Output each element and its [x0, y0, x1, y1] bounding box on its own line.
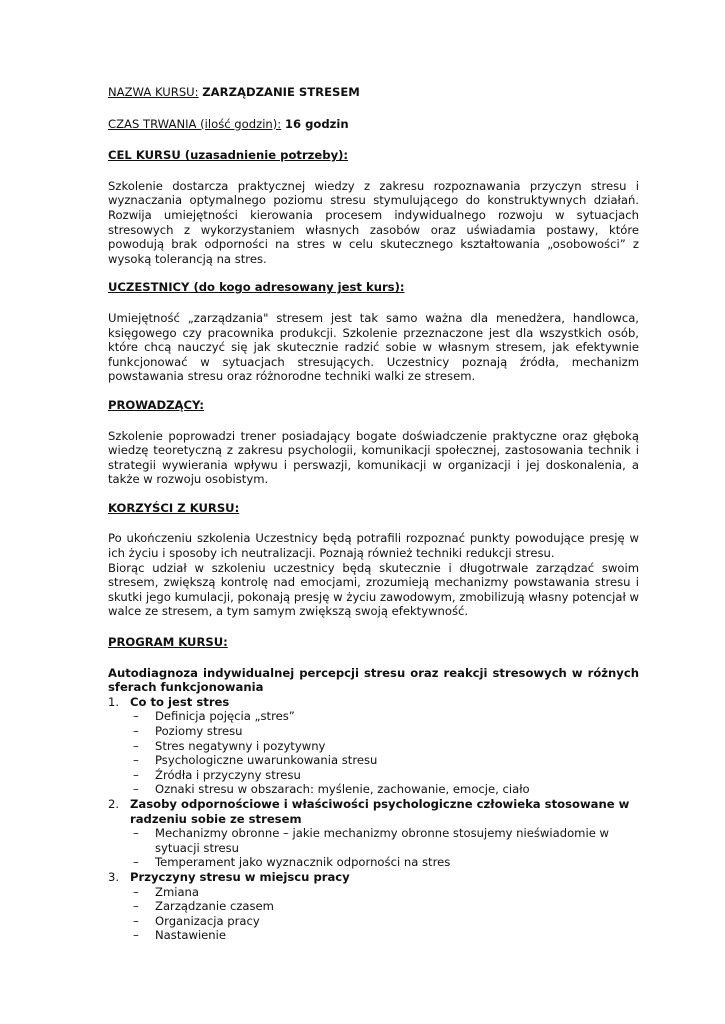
- program-item-title: Co to jest stres: [130, 694, 230, 709]
- program-subitem: [130, 753, 639, 768]
- program-subitem: [130, 826, 639, 855]
- program-subitem: [130, 914, 639, 929]
- program-subitem: [130, 724, 639, 739]
- program-item-number: 3.: [108, 869, 120, 884]
- program-subitem-text: Poziomy stresu: [155, 724, 243, 738]
- course-name-label: NAZWA KURSU:: [108, 85, 199, 99]
- program-list: [108, 695, 639, 943]
- program-item-title: Zasoby odpornościowe i właściwości psychologiczne człowieka stosowane w radzeniu sobie ze stresem: [130, 796, 630, 826]
- program-subitem: [130, 928, 639, 943]
- program-subitem-text: Mechanizmy obronne – jakie mechanizmy obronne stosujemy nieświadomie w sytuacji stresu: [155, 826, 609, 855]
- dash-bullet: –: [133, 928, 139, 943]
- dash-bullet: –: [133, 753, 139, 768]
- duration-label: CZAS TRWANIA (ilość godzin):: [108, 116, 282, 131]
- document-content: [108, 85, 639, 943]
- dash-bullet: –: [133, 767, 139, 782]
- dash-bullet: –: [133, 913, 139, 928]
- program-subitem: [130, 739, 639, 754]
- program-subitem-text: Oznaki stresu w obszarach: myślenie, zachowanie, emocje, ciało: [155, 782, 530, 797]
- program-subitem-list: [130, 885, 639, 943]
- trainer-heading: PROWADZĄCY:: [108, 397, 205, 412]
- benefits-paragraph: Biorąc udział w szkoleniu uczestnicy będą skutecznie i długotrwale zarządzać swoim stresem, zwiększą kontrolę nad emocjami, zrozumieją mechanizmy powstawania stresu i skutki jego kumulacji, pokonają presję w życiu zawodowym, zmobilizują własny potencjał w walce ze stresem, a tym samym zwiększą swoją efektywność.: [108, 560, 639, 619]
- dash-bullet: –: [133, 899, 139, 914]
- trainer-text: Szkolenie poprowadzi trener posiadający bogate doświadczenie praktyczne oraz głęboką wiedzę teoretyczną z zakresu psychologii, komunikacji społecznej, zastosowania technik i strategii wywierania wpływu i perswazji, komunikacji w organizacji i jej doskonalenia, a także w rozwoju osobistym.: [108, 428, 639, 487]
- program-subitem-list: [130, 826, 639, 870]
- dash-bullet: –: [133, 738, 139, 753]
- program-subitem-text: Nastawienie: [155, 928, 227, 943]
- program-heading: PROGRAM KURSU:: [108, 635, 228, 650]
- dash-bullet: –: [133, 826, 139, 841]
- program-subitem: [130, 709, 639, 724]
- program-subitem: [130, 855, 639, 870]
- dash-bullet: –: [133, 782, 139, 797]
- program-subitem: [130, 768, 639, 783]
- program-subitem: [130, 885, 639, 900]
- benefits-heading: KORZYŚCI Z KURSU:: [108, 500, 240, 515]
- participants-text: Umiejętność „zarządzania" stresem jest tak samo ważna dla menedżera, handlowca, księgowego czy pracownika produkcji. Szkolenie przeznaczone jest dla wszystkich osób, które chcą nauczyć się jak skutecznie radzić sobie w własnym stresem, jak efektywnie funkcjonować w sytuacjach stresujących. Uczestnicy poznają źródła, mechanizm powstawania stresu oraz różnorodne techniki walki ze stresem.: [108, 310, 639, 384]
- program-subitem-list: [130, 709, 639, 797]
- benefits-paragraph: Po ukończeniu szkolenia Uczestnicy będą potrafili rozpoznać punkty powodujące presję w ich życiu i sposoby ich neutralizacji. Poznają również techniki redukcji stresu.: [108, 531, 639, 561]
- duration-line: [108, 117, 639, 132]
- program-subitem: [130, 899, 639, 914]
- dash-bullet: –: [133, 724, 139, 738]
- program-item: [108, 695, 639, 797]
- program-subitem-text: Definicja pojęcia „stres”: [155, 709, 295, 724]
- program-subitem-text: Źródła i przyczyny stresu: [155, 767, 301, 782]
- program-subitem-text: Zmiana: [155, 884, 200, 899]
- program-item-title: Przyczyny stresu w miejscu pracy: [130, 869, 350, 884]
- dash-bullet: –: [133, 855, 139, 870]
- participants-heading: UCZESTNICY (do kogo adresowany jest kurs):: [108, 280, 405, 295]
- program-subitem-text: Zarządzanie czasem: [155, 899, 274, 914]
- goal-heading: CEL KURSU (uzasadnienie potrzeby):: [108, 148, 349, 163]
- program-subitem-text: Organizacja pracy: [155, 913, 260, 928]
- program-section-title: Autodiagnoza indywidualnej percepcji stresu oraz reakcji stresowych w różnych sferach funkcjonowania: [108, 665, 639, 695]
- dash-bullet: –: [133, 884, 139, 899]
- program-subitem-text: Stres negatywny i pozytywny: [155, 738, 326, 753]
- program-item-number: 2.: [108, 796, 120, 811]
- program-subitem: [130, 782, 639, 797]
- goal-text: Szkolenie dostarcza praktycznej wiedzy z zakresu rozpoznawania przyczyn stresu i wyznaczania optymalnego poziomu stresu stymulującego do konstruktywnych działań. Rozwija umiejętności kierowania procesem indywidualnego rozwoju w sytuacjach stresowych z wykorzystaniem własnych zasobów oraz uświadamia postawy, które powodują brak odporności na stres w celu skutecznego kształtowania „osobowości” z wysoką tolerancją na stres.: [108, 178, 639, 266]
- duration-value: 16 godzin: [284, 116, 349, 131]
- dash-bullet: –: [133, 709, 139, 724]
- course-name-value: ZARZĄDZANIE STRESEM: [202, 85, 360, 99]
- program-subitem-text: Temperament jako wyznacznik odporności na stres: [155, 855, 451, 870]
- program-item: [108, 797, 639, 870]
- program-item-number: 1.: [108, 694, 120, 709]
- program-subitem-text: Psychologiczne uwarunkowania stresu: [155, 753, 378, 768]
- course-name-line: [108, 85, 639, 100]
- program-item: [108, 870, 639, 943]
